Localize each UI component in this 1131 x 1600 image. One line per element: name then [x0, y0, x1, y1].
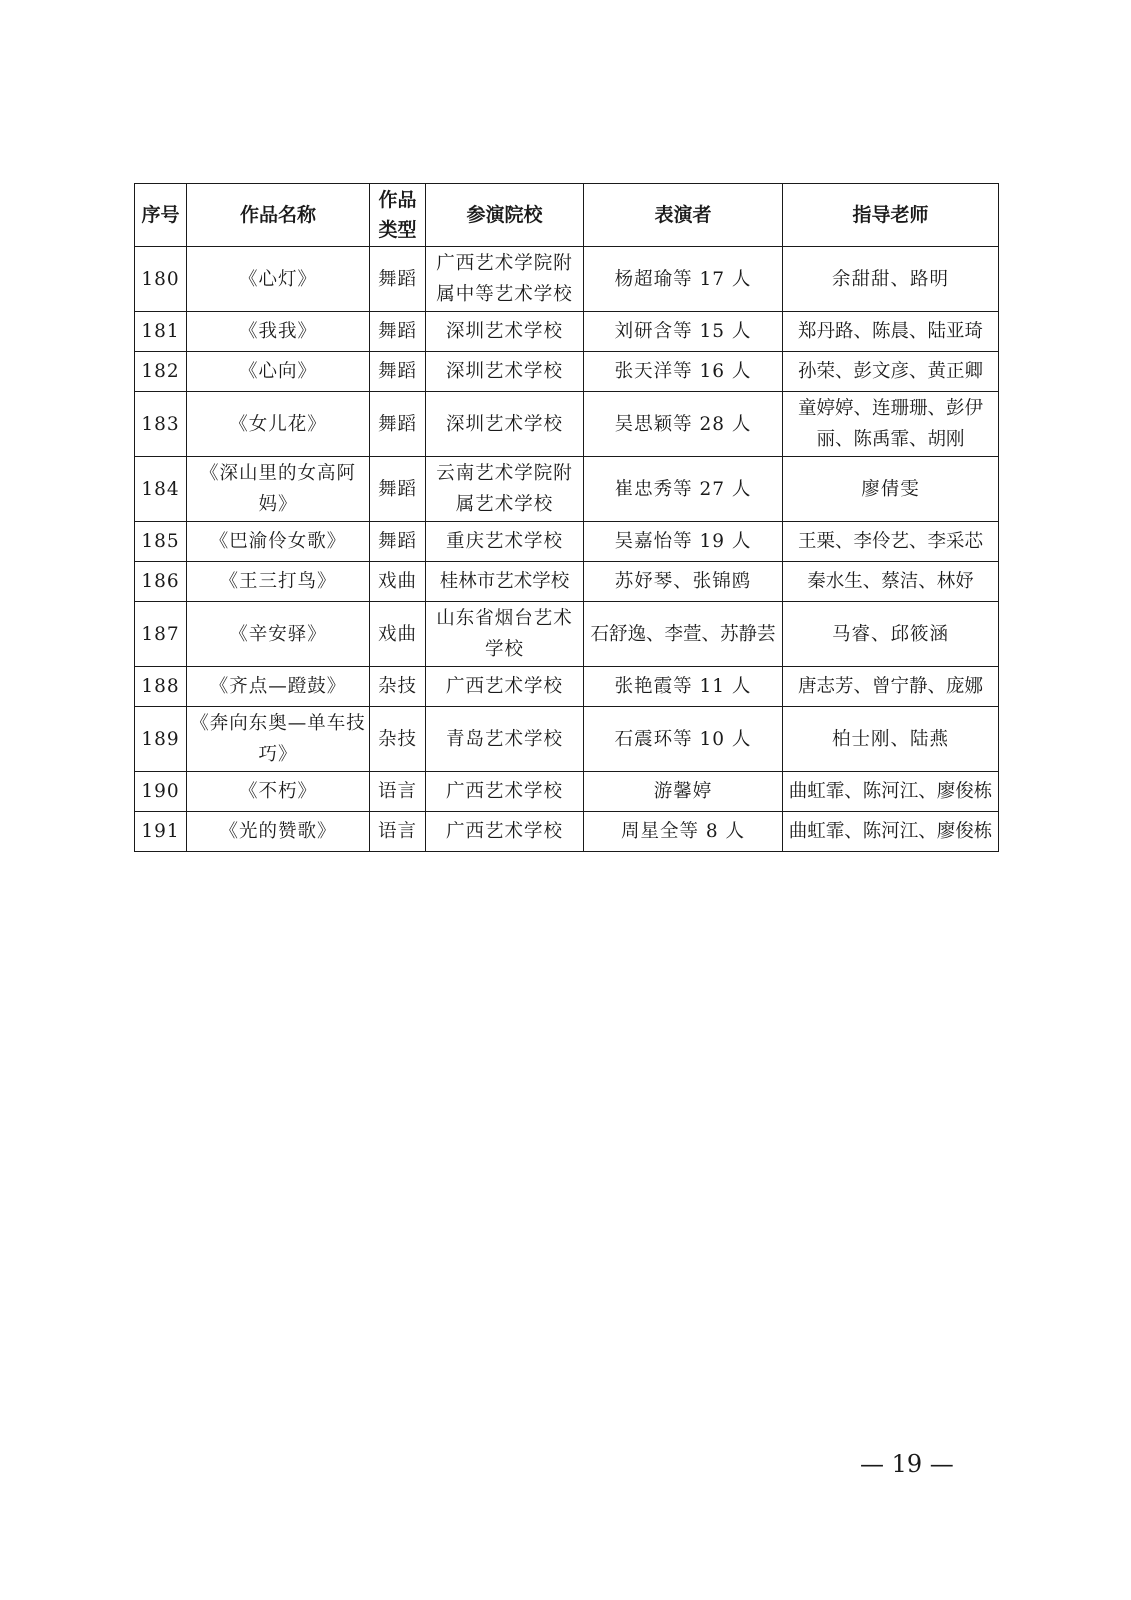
- cell-no: 184: [135, 457, 187, 522]
- cell-performers: 苏妤琴、张锦鸥: [584, 562, 783, 602]
- page-number: — 19 —: [860, 1450, 954, 1478]
- cell-title: 《深山里的女高阿妈》: [187, 457, 370, 522]
- cell-school: 广西艺术学校: [426, 667, 584, 707]
- cell-performers: 周星全等 8 人: [584, 812, 783, 852]
- cell-type: 舞蹈: [370, 312, 426, 352]
- cell-school: 广西艺术学校: [426, 772, 584, 812]
- cell-title: 《奔向东奥—单车技巧》: [187, 707, 370, 772]
- cell-type: 舞蹈: [370, 247, 426, 312]
- cell-instructors: 郑丹路、陈晨、陆亚琦: [783, 312, 999, 352]
- table-row: [135, 667, 999, 707]
- table-row: [135, 812, 999, 852]
- table-row: [135, 247, 999, 312]
- cell-no: 187: [135, 602, 187, 667]
- cell-performers: 张天洋等 16 人: [584, 352, 783, 392]
- cell-title: 《我我》: [187, 312, 370, 352]
- cell-no: 186: [135, 562, 187, 602]
- cell-title: 《辛安驿》: [187, 602, 370, 667]
- cell-type: 语言: [370, 812, 426, 852]
- cell-no: 185: [135, 522, 187, 562]
- table-row: [135, 562, 999, 602]
- cell-school: 重庆艺术学校: [426, 522, 584, 562]
- cell-title: 《巴渝伶女歌》: [187, 522, 370, 562]
- cell-instructors: 曲虹霏、陈河江、廖俊栋: [783, 812, 999, 852]
- cell-instructors: 廖倩雯: [783, 457, 999, 522]
- cell-instructors: 唐志芳、曾宁静、庞娜: [783, 667, 999, 707]
- cell-title: 《心灯》: [187, 247, 370, 312]
- table-header-row: [135, 184, 999, 247]
- cell-type: 舞蹈: [370, 352, 426, 392]
- cell-school: 深圳艺术学校: [426, 352, 584, 392]
- cell-no: 188: [135, 667, 187, 707]
- cell-school: 青岛艺术学校: [426, 707, 584, 772]
- cell-performers: 石震环等 10 人: [584, 707, 783, 772]
- cell-performers: 石舒逸、李萱、苏静芸: [584, 602, 783, 667]
- cell-instructors: 马睿、邱筱涵: [783, 602, 999, 667]
- cell-performers: 游馨婷: [584, 772, 783, 812]
- cell-instructors: 王栗、李伶艺、李采芯: [783, 522, 999, 562]
- award-list-table: [134, 183, 999, 852]
- cell-title: 《不朽》: [187, 772, 370, 812]
- cell-no: 181: [135, 312, 187, 352]
- table-row: [135, 392, 999, 457]
- cell-type: 杂技: [370, 667, 426, 707]
- cell-instructors: 余甜甜、路明: [783, 247, 999, 312]
- cell-type: 戏曲: [370, 602, 426, 667]
- header-school: 参演院校: [426, 184, 584, 247]
- table-row: [135, 522, 999, 562]
- cell-type: 舞蹈: [370, 522, 426, 562]
- header-instructors: 指导老师: [783, 184, 999, 247]
- cell-type: 舞蹈: [370, 457, 426, 522]
- cell-school: 广西艺术学院附属中等艺术学校: [426, 247, 584, 312]
- cell-type: 杂技: [370, 707, 426, 772]
- cell-instructors: 曲虹霏、陈河江、廖俊栋: [783, 772, 999, 812]
- cell-title: 《女儿花》: [187, 392, 370, 457]
- table-row: [135, 312, 999, 352]
- cell-performers: 吴嘉怡等 19 人: [584, 522, 783, 562]
- cell-title: 《齐点—蹬鼓》: [187, 667, 370, 707]
- cell-performers: 崔忠秀等 27 人: [584, 457, 783, 522]
- cell-title: 《王三打鸟》: [187, 562, 370, 602]
- cell-no: 190: [135, 772, 187, 812]
- header-title: 作品名称: [187, 184, 370, 247]
- header-type: 作品类型: [370, 184, 426, 247]
- cell-instructors: 柏士刚、陆燕: [783, 707, 999, 772]
- table-row: [135, 457, 999, 522]
- cell-type: 语言: [370, 772, 426, 812]
- cell-no: 189: [135, 707, 187, 772]
- cell-performers: 吴思颖等 28 人: [584, 392, 783, 457]
- cell-instructors: 孙荣、彭文彦、黄正卿: [783, 352, 999, 392]
- table-row: [135, 352, 999, 392]
- cell-performers: 张艳霞等 11 人: [584, 667, 783, 707]
- cell-school: 山东省烟台艺术学校: [426, 602, 584, 667]
- table-row: [135, 772, 999, 812]
- cell-no: 191: [135, 812, 187, 852]
- cell-performers: 杨超瑜等 17 人: [584, 247, 783, 312]
- cell-no: 180: [135, 247, 187, 312]
- header-performers: 表演者: [584, 184, 783, 247]
- cell-school: 桂林市艺术学校: [426, 562, 584, 602]
- cell-title: 《光的赞歌》: [187, 812, 370, 852]
- cell-type: 戏曲: [370, 562, 426, 602]
- cell-no: 183: [135, 392, 187, 457]
- cell-school: 深圳艺术学校: [426, 392, 584, 457]
- header-no: 序号: [135, 184, 187, 247]
- cell-type: 舞蹈: [370, 392, 426, 457]
- table-row: [135, 602, 999, 667]
- cell-school: 深圳艺术学校: [426, 312, 584, 352]
- cell-title: 《心向》: [187, 352, 370, 392]
- cell-school: 云南艺术学院附属艺术学校: [426, 457, 584, 522]
- table-row: [135, 707, 999, 772]
- cell-no: 182: [135, 352, 187, 392]
- cell-school: 广西艺术学校: [426, 812, 584, 852]
- cell-performers: 刘研含等 15 人: [584, 312, 783, 352]
- cell-instructors: 童婷婷、连珊珊、彭伊丽、陈禹霏、胡刚: [783, 392, 999, 457]
- cell-instructors: 秦水生、蔡洁、林妤: [783, 562, 999, 602]
